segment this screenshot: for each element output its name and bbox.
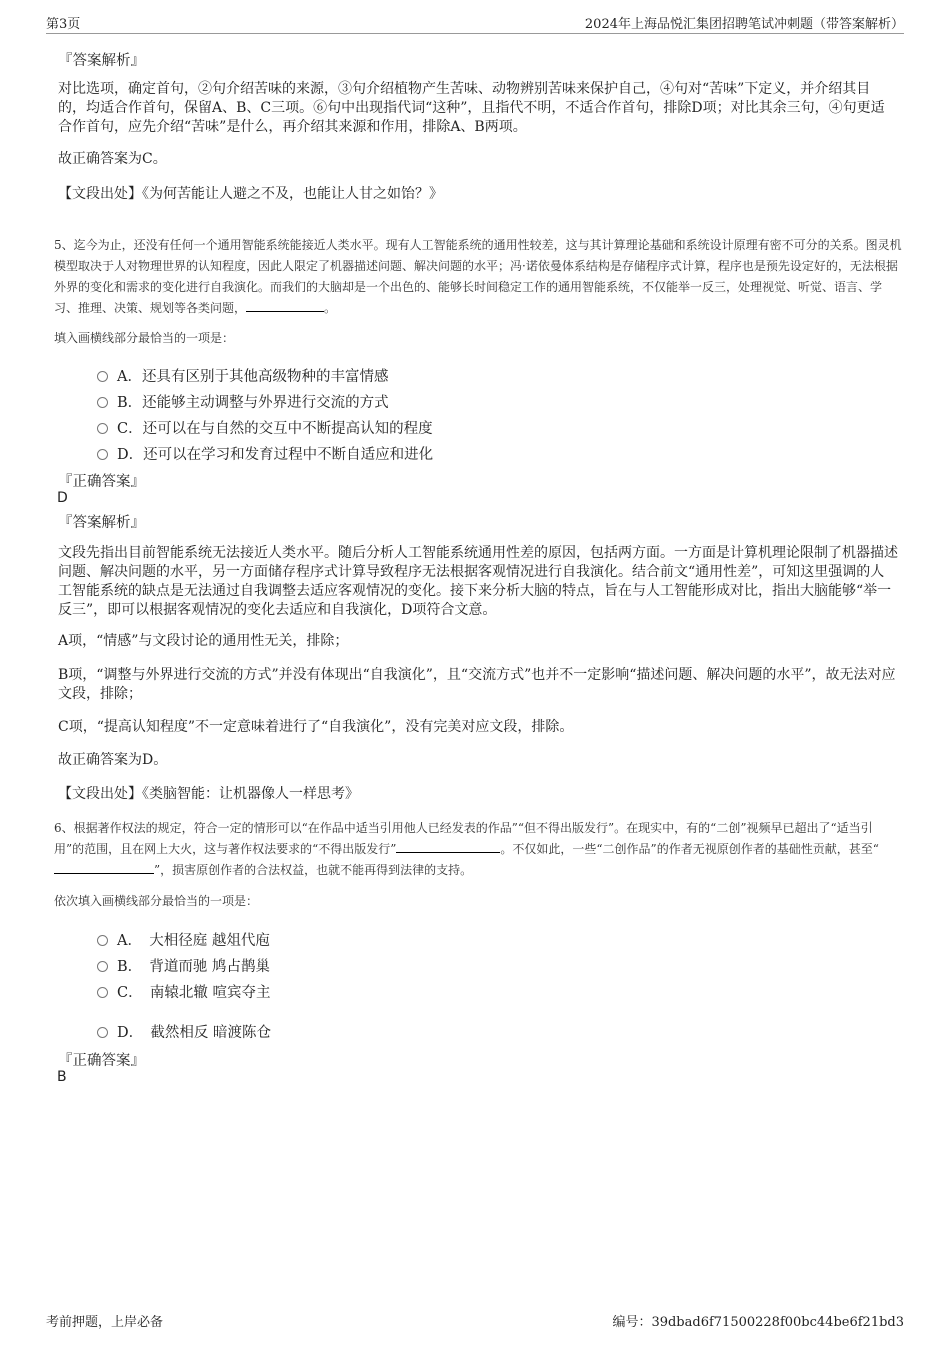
question-5-text-end: 。	[324, 301, 337, 315]
radio-icon[interactable]	[97, 1027, 108, 1038]
question-5-text: 5、迄今为止，还没有任何一个通用智能系统能接近人类水平。现有人工智能系统的通用性较差，这与其计算理论基础和系统设计原理有密不可分的关系。图灵机模型取决于人对物理世界的认知程度，因此人限定了机器描述问题、解决问题的水平；冯·诺依曼体系结构是存储程序式计算，程序也是预先设定好的，无法根据外界的变化和需求的变化进行自我演化。而我们的大脑却是一个出色的、能够长时间稳定工作的通用智能系统，不仅能举一反三，处理视觉、听觉、语言、学习、推理、决策、规划等各类问题，	[54, 238, 902, 315]
option-label: D．还可以在学习和发育过程中不断自适应和进化	[117, 447, 434, 463]
radio-icon[interactable]	[97, 423, 108, 434]
explain-option-a: A项，“情感”与文段讨论的通用性无关，排除；	[58, 633, 349, 649]
radio-icon[interactable]	[97, 371, 108, 382]
question-6-text: 6、根据著作权法的规定，符合一定的情形可以“在作品中适当引用他人已经发表的作品”“但不得出版发行”。在现实中，有的“二创”视频早已超出了“适当引用”的范围，且在网上大火，这与著作权法要求的“不得出版发行”	[54, 821, 873, 856]
option-label: D． 截然相反 暗渡陈仓	[117, 1025, 271, 1041]
radio-icon[interactable]	[97, 449, 108, 460]
q6-option-d[interactable]	[97, 1021, 271, 1042]
question-6-stem	[54, 818, 902, 881]
answer-conclusion: 故正确答案为D。	[58, 752, 168, 768]
correct-answer: B	[57, 1069, 67, 1085]
question-6-text-end: ”，损害原创作者的合法权益，也就不能再得到法律的支持。	[154, 863, 473, 877]
question-6-text-mid: 。不仅如此，一些“二创作品”的作者无视原创作者的基础性贡献，甚至“	[500, 842, 879, 856]
q6-option-a[interactable]	[97, 929, 270, 950]
source-line: 【文段出处】《类脑智能：让机器像人一样思考》	[58, 786, 359, 802]
question-6-prompt: 依次填入画横线部分最恰当的一项是：	[54, 894, 259, 908]
page-number: 第3页	[46, 17, 81, 32]
question-5-stem	[54, 235, 902, 319]
option-label: C． 南辕北辙 喧宾夺主	[117, 985, 271, 1001]
q5-option-b[interactable]	[97, 391, 389, 412]
option-label: A．还具有区别于其他高级物种的丰富情感	[117, 369, 389, 385]
radio-icon[interactable]	[97, 987, 108, 998]
fill-blank	[396, 840, 500, 853]
answer-conclusion: 故正确答案为C。	[58, 151, 167, 167]
explain-label: 『答案解析』	[58, 53, 145, 69]
radio-icon[interactable]	[97, 397, 108, 408]
question-5-prompt: 填入画横线部分最恰当的一项是：	[54, 331, 235, 345]
q6-option-c[interactable]	[97, 981, 270, 1002]
radio-icon[interactable]	[97, 961, 108, 972]
q5-option-a[interactable]	[97, 365, 388, 386]
explain-paragraph: 对比选项，确定首句，②句介绍苦味的来源，③句介绍植物产生苦味、动物辨别苦味来保护自己，④句对“苦味”下定义，并介绍其目的，均适合作首句，保留A、B、C三项。⑥句中出现指代词“这种”，且指代不明，不适合作首句，排除D项；对比其余三句，④句更适合作首句，应先介绍“苦味”是什么，再介绍其来源和作用，排除A、B两项。	[58, 81, 885, 135]
answer-label: 『正确答案』	[58, 1053, 145, 1069]
footer-slogan: 考前押题，上岸必备	[46, 1315, 164, 1330]
document-id: 编号：39dbad6f71500228f00bc44be6f21bd3	[612, 1315, 904, 1330]
fill-blank	[54, 861, 154, 874]
source-line: 【文段出处】《为何苦能让人避之不及，也能让人甘之如饴？》	[58, 186, 443, 202]
option-label: C．还可以在与自然的交互中不断提高认知的程度	[117, 421, 433, 437]
option-label: B．还能够主动调整与外界进行交流的方式	[117, 395, 389, 411]
radio-icon[interactable]	[97, 935, 108, 946]
explain-paragraph: 文段先指出目前智能系统无法接近人类水平。随后分析人工智能系统通用性差的原因，包括两方面。一方面是计算机理论限制了机器描述问题、解决问题的水平，另一方面储存程序式计算导致程序无法根据客观情况进行自我演化。结合前文“通用性差”，可知这里强调的人工智能系统的缺点是无法通过自我调整去适应客观情况的变化。接下来分析大脑的特点，旨在与人工智能形成对比，指出大脑能够“举一反三”，即可以根据客观情况的变化去适应和自我演化，D项符合文意。	[58, 545, 898, 618]
q6-option-b[interactable]	[97, 955, 270, 976]
answer-label: 『正确答案』	[58, 474, 145, 490]
explain-option-c: C项，“提高认知程度”不一定意味着进行了“自我演化”，没有完美对应文段，排除。	[58, 719, 574, 735]
q5-option-c[interactable]	[97, 417, 433, 438]
explain-label: 『答案解析』	[58, 515, 145, 531]
document-title: 2024年上海品悦汇集团招聘笔试冲刺题（带答案解析）	[584, 17, 904, 32]
option-label: B． 背道而驰 鸠占鹊巢	[117, 959, 271, 975]
explain-option-b: B项，“调整与外界进行交流的方式”并没有体现出“自我演化”，且“交流方式”也并不一定影响“描述问题、解决问题的水平”，故无法对应文段，排除；	[58, 667, 896, 702]
q5-option-d[interactable]	[97, 443, 433, 464]
correct-answer: D	[57, 490, 68, 506]
option-label: A． 大相径庭 越俎代庖	[117, 933, 270, 949]
page-header	[46, 13, 904, 34]
fill-blank	[246, 299, 324, 312]
